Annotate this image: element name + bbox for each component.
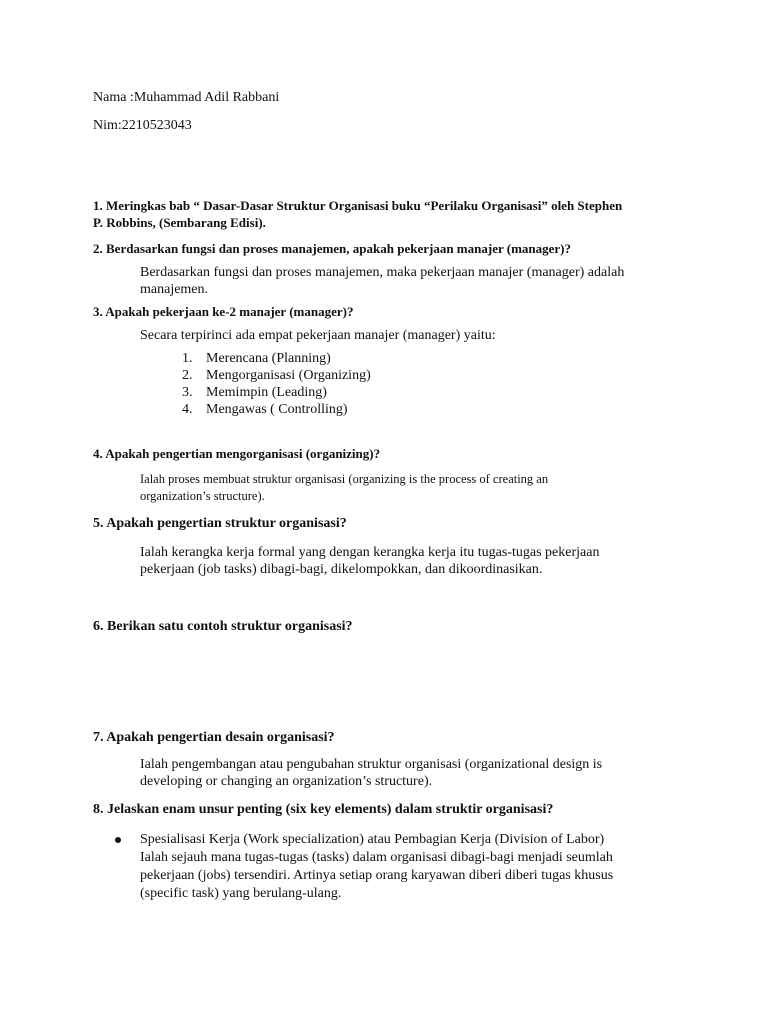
- question-4: 4. Apakah pengertian mengorganisasi (organizing)?: [93, 446, 381, 461]
- question-5: 5. Apakah pengertian struktur organisasi?: [93, 516, 347, 531]
- list-item: [115, 831, 675, 903]
- bullet-line-1: Spesialisasi Kerja (Work specialization) atau Pembagian Kerja (Division of Labor): [140, 832, 605, 847]
- question-3: 3. Apakah pekerjaan ke-2 manajer (manager)?: [93, 304, 354, 319]
- list-item: 2. Mengorganisasi (Organizing): [182, 368, 371, 383]
- student-name: Nama :Muhammad Adil Rabbani: [93, 90, 280, 105]
- question-1: [93, 197, 693, 231]
- answer-5-line-1: Ialah kerangka kerja formal yang dengan kerangka kerja itu tugas-tugas pekerjaan: [140, 545, 600, 560]
- answer-4-line-1: Ialah proses membuat struktur organisasi (organizing is the process of creating an: [140, 472, 549, 486]
- bullet-line-2: Ialah sejauh mana tugas-tugas (tasks) dalam organisasi dibagi-bagi menjadi seumlah: [140, 850, 613, 865]
- list-item: 1. Merencana (Planning): [182, 351, 331, 366]
- bullet-icon: [115, 837, 121, 843]
- answer-4: [140, 471, 700, 505]
- answer-2-line-1: Berdasarkan fungsi dan proses manajemen, maka pekerjaan manajer (manager) adalah: [140, 265, 625, 280]
- list-item: 3. Memimpin (Leading): [182, 385, 327, 400]
- answer-3-intro: Secara terpirinci ada empat pekerjaan manajer (manager) yaitu:: [140, 328, 496, 343]
- answer-5: [140, 544, 700, 578]
- answer-2: [140, 264, 700, 298]
- bullet-line-4: (specific task) yang berulang-ulang.: [140, 886, 342, 901]
- answer-7: [140, 756, 700, 790]
- question-1-line-2: P. Robbins, (Sembarang Edisi).: [93, 215, 266, 230]
- answer-2-line-2: manajemen.: [140, 282, 209, 297]
- question-6: 6. Berikan satu contoh struktur organisasi?: [93, 619, 353, 634]
- answer-7-line-1: Ialah pengembangan atau pengubahan struktur organisasi (organizational design is: [140, 757, 603, 772]
- question-1-line-1: 1. Meringkas bab “ Dasar-Dasar Struktur Organisasi buku “Perilaku Organisasi” oleh Stephen: [93, 198, 623, 213]
- question-2: 2. Berdasarkan fungsi dan proses manajemen, apakah pekerjaan manajer (manager)?: [93, 241, 572, 256]
- question-8: 8. Jelaskan enam unsur penting (six key elements) dalam struktir organisasi?: [93, 802, 554, 817]
- answer-4-line-2: organization’s structure).: [140, 489, 265, 503]
- answer-5-line-2: pekerjaan (job tasks) dibagi-bagi, dikelompokkan, dan dikoordinasikan.: [140, 562, 543, 577]
- student-nim: Nim:2210523043: [93, 118, 192, 133]
- manager-tasks-list: [182, 350, 371, 418]
- bullet-line-3: pekerjaan (jobs) tersendiri. Artinya setiap orang karyawan diberi diberi tugas khusus: [140, 868, 614, 883]
- question-7: 7. Apakah pengertian desain organisasi?: [93, 730, 335, 745]
- answer-7-line-2: developing or changing an organization’s structure).: [140, 774, 433, 789]
- list-item: 4. Mengawas ( Controlling): [182, 402, 348, 417]
